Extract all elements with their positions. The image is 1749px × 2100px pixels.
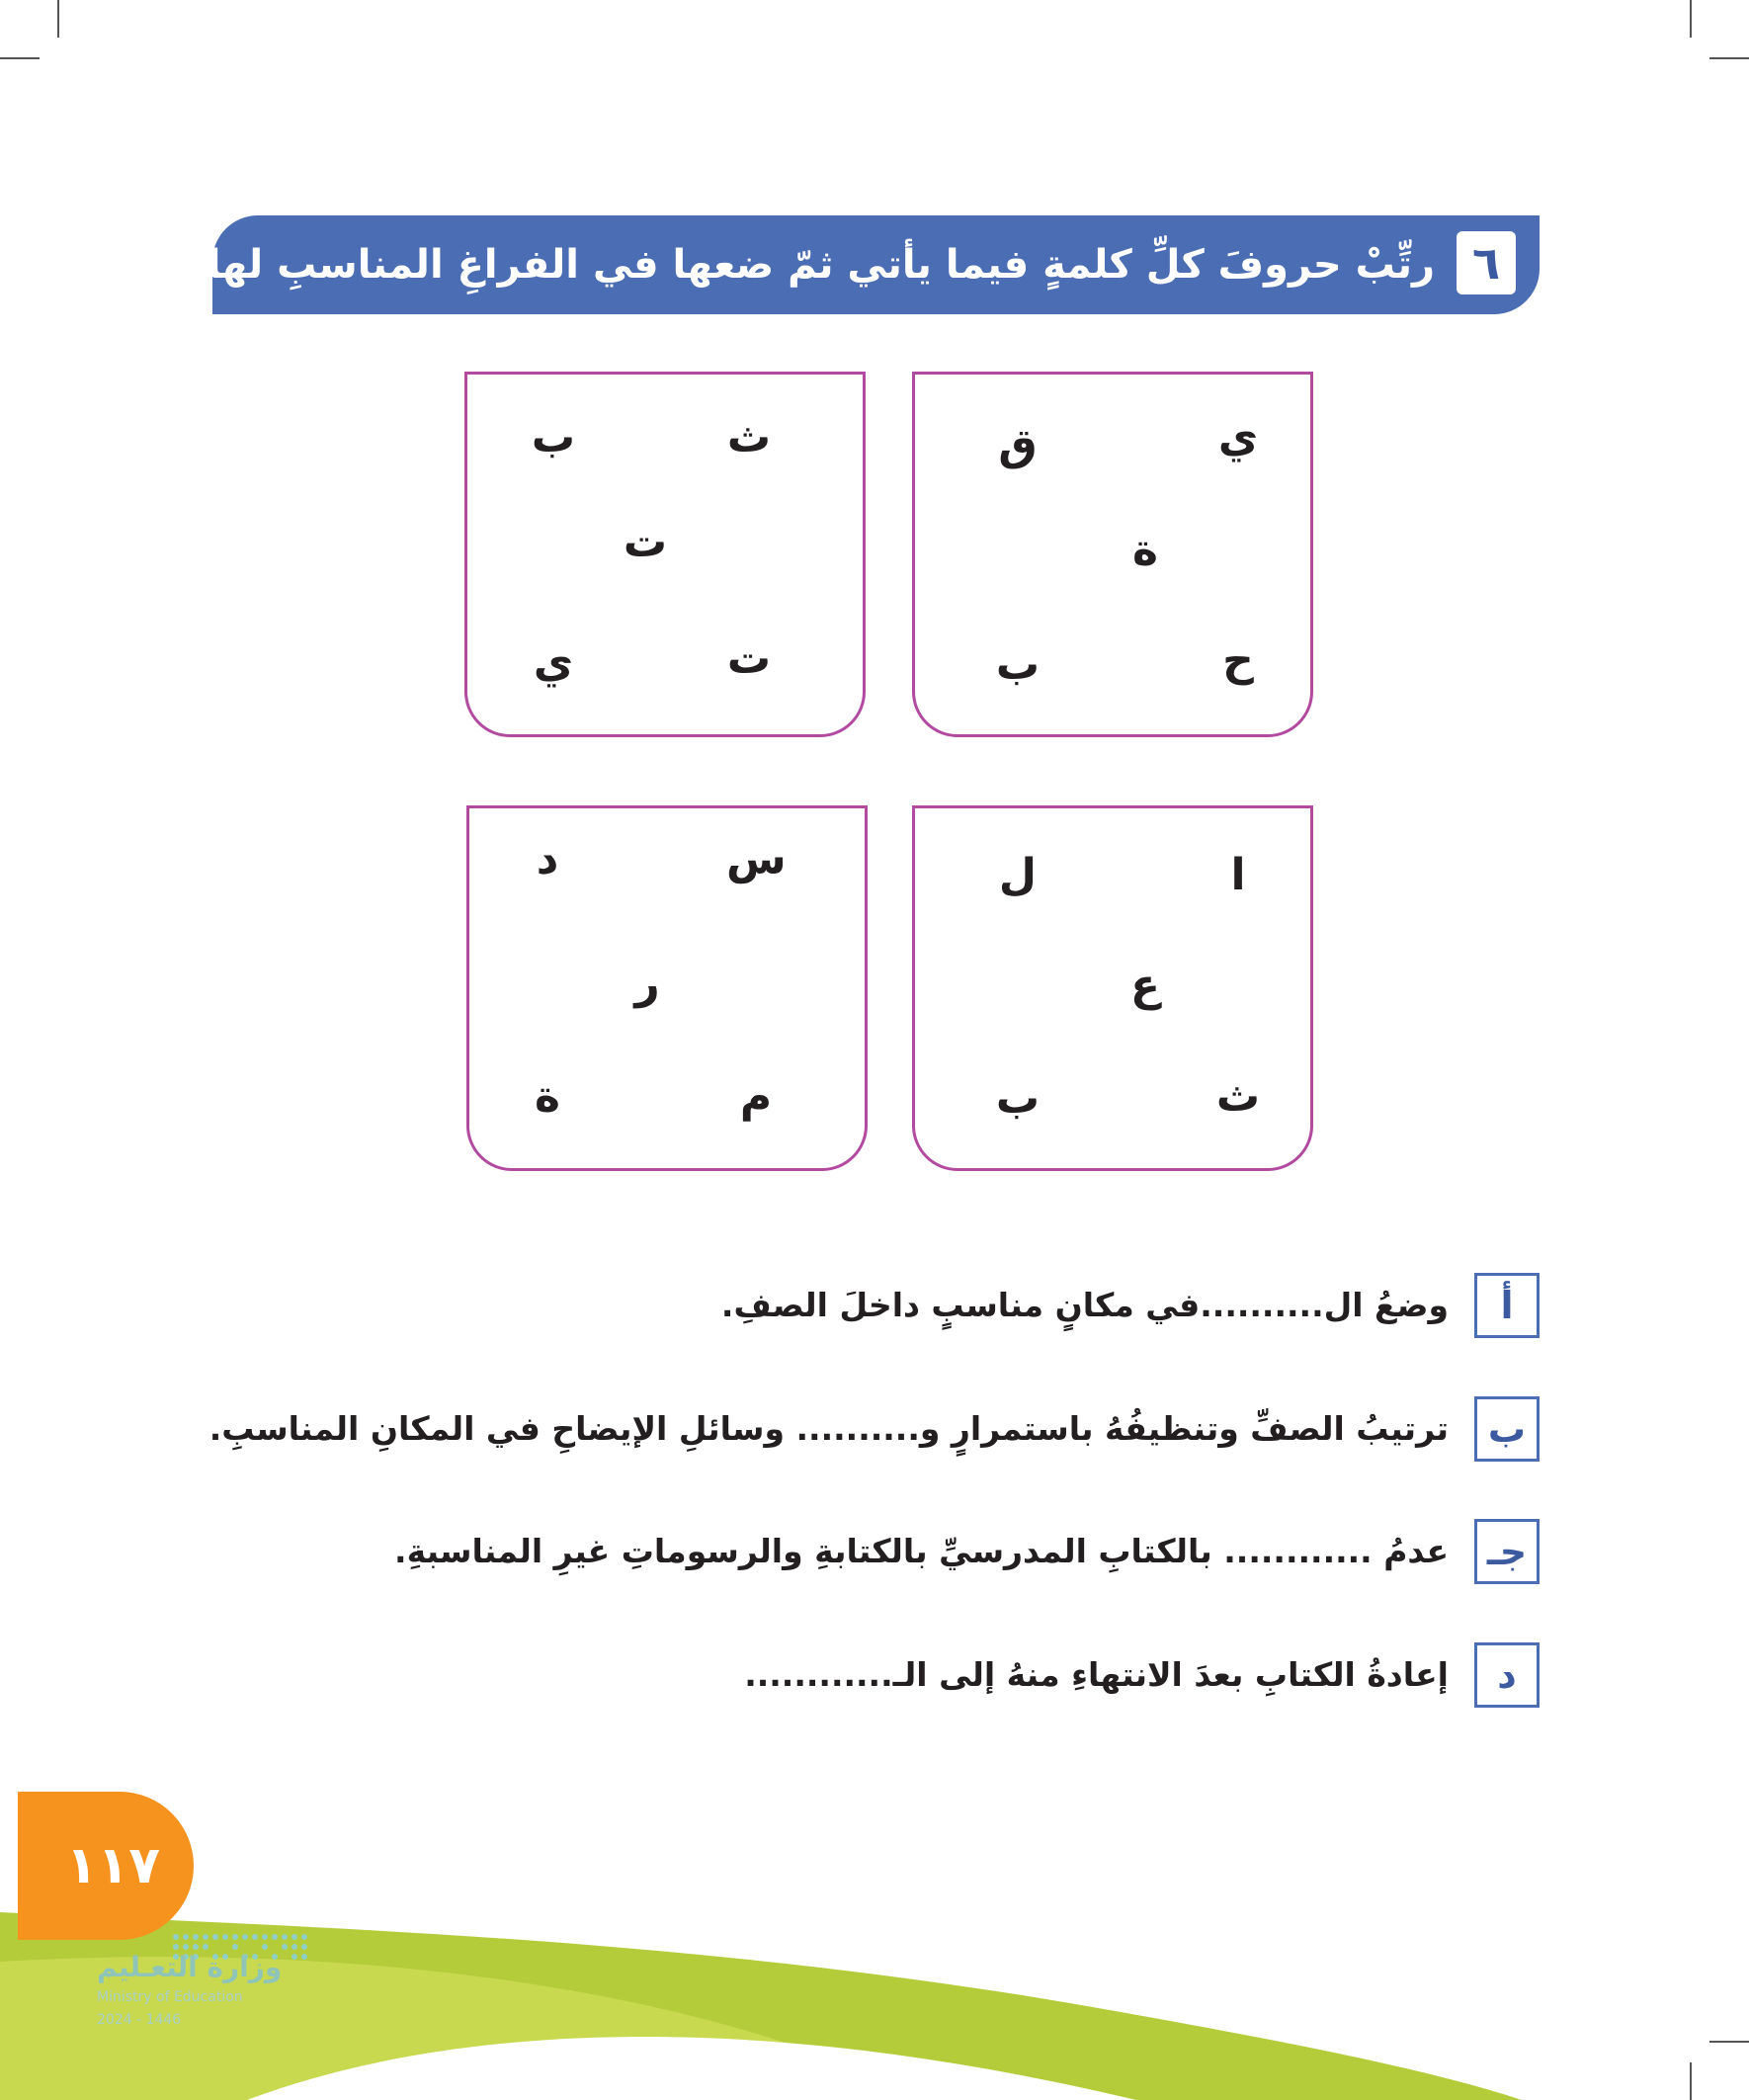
letter: د [536,834,559,884]
sentence-d [255,1642,1540,1712]
letter-box-2 [464,372,866,737]
crop-mark [1690,0,1692,38]
letter: ث [726,412,772,462]
letter-box-1 [912,372,1313,737]
sentence-label: أ [1474,1273,1540,1338]
page-number: ١١٧ [65,1836,160,1895]
letter: ل [998,850,1038,900]
exercise-instruction: رتِّبْ حروفَ كلِّ كلمةٍ فيما يأتي ثمّ ضعها ﻓﻲ الفراغِ المناسبِ لها : [177,242,1435,288]
letter: ق [998,420,1038,470]
letter: ي [1217,412,1259,462]
sentence-label: جـ [1474,1519,1540,1584]
sentence-text: وضعُ ال..........في مكانٍ مناسبٍ داخلَ الصفِ. [720,1286,1449,1324]
crop-mark [1709,57,1749,59]
ministry-name-arabic: وزارة التعـليم [97,1951,283,1983]
letter: ر [634,959,660,1009]
crop-mark [57,0,59,38]
sentence-text: ترتيبُ الصفِّ وتنظيفُهُ باستمرارٍ و.......... وسائلِ الإيضاحِ في المكانِ المناسبِ. [208,1409,1449,1448]
ministry-name-english: Ministry of Education [97,1989,243,2005]
letter: ة [535,1071,560,1122]
letter: ي [533,637,574,688]
ministry-year: 2024 - 1446 [97,2012,182,2028]
letter: ت [726,633,772,684]
sentence-text: إعادةُ الكتابِ بعدَ الانتهاءِ منهُ إلى الـ............ [744,1655,1449,1694]
exercise-banner [177,215,1540,314]
letter: ب [531,412,576,462]
letter-box-4 [466,805,868,1171]
exercise-number: ٦ [1457,231,1516,294]
sentence-b [208,1396,1540,1466]
sentence-a [255,1273,1540,1342]
sentence-c [255,1519,1540,1588]
letter: س [726,834,787,884]
letter: ع [1129,961,1161,1011]
letter: ت [623,517,668,567]
letter: ح [1222,635,1254,686]
letter: ب [995,639,1041,690]
crop-mark [0,57,40,59]
sentence-label: د [1474,1642,1540,1708]
letter: ث [1215,1071,1261,1122]
letter: ب [995,1073,1041,1124]
letter-box-3 [912,805,1313,1171]
letter: م [739,1071,773,1122]
sentence-label: ب [1474,1396,1540,1462]
sentence-text: عدمُ ............ بالكتابِ المدرسيِّ بالكتابةِ والرسوماتِ غيرِ المناسبةِ. [394,1532,1449,1570]
letter: ا [1230,850,1246,900]
letter: ة [1132,525,1158,575]
